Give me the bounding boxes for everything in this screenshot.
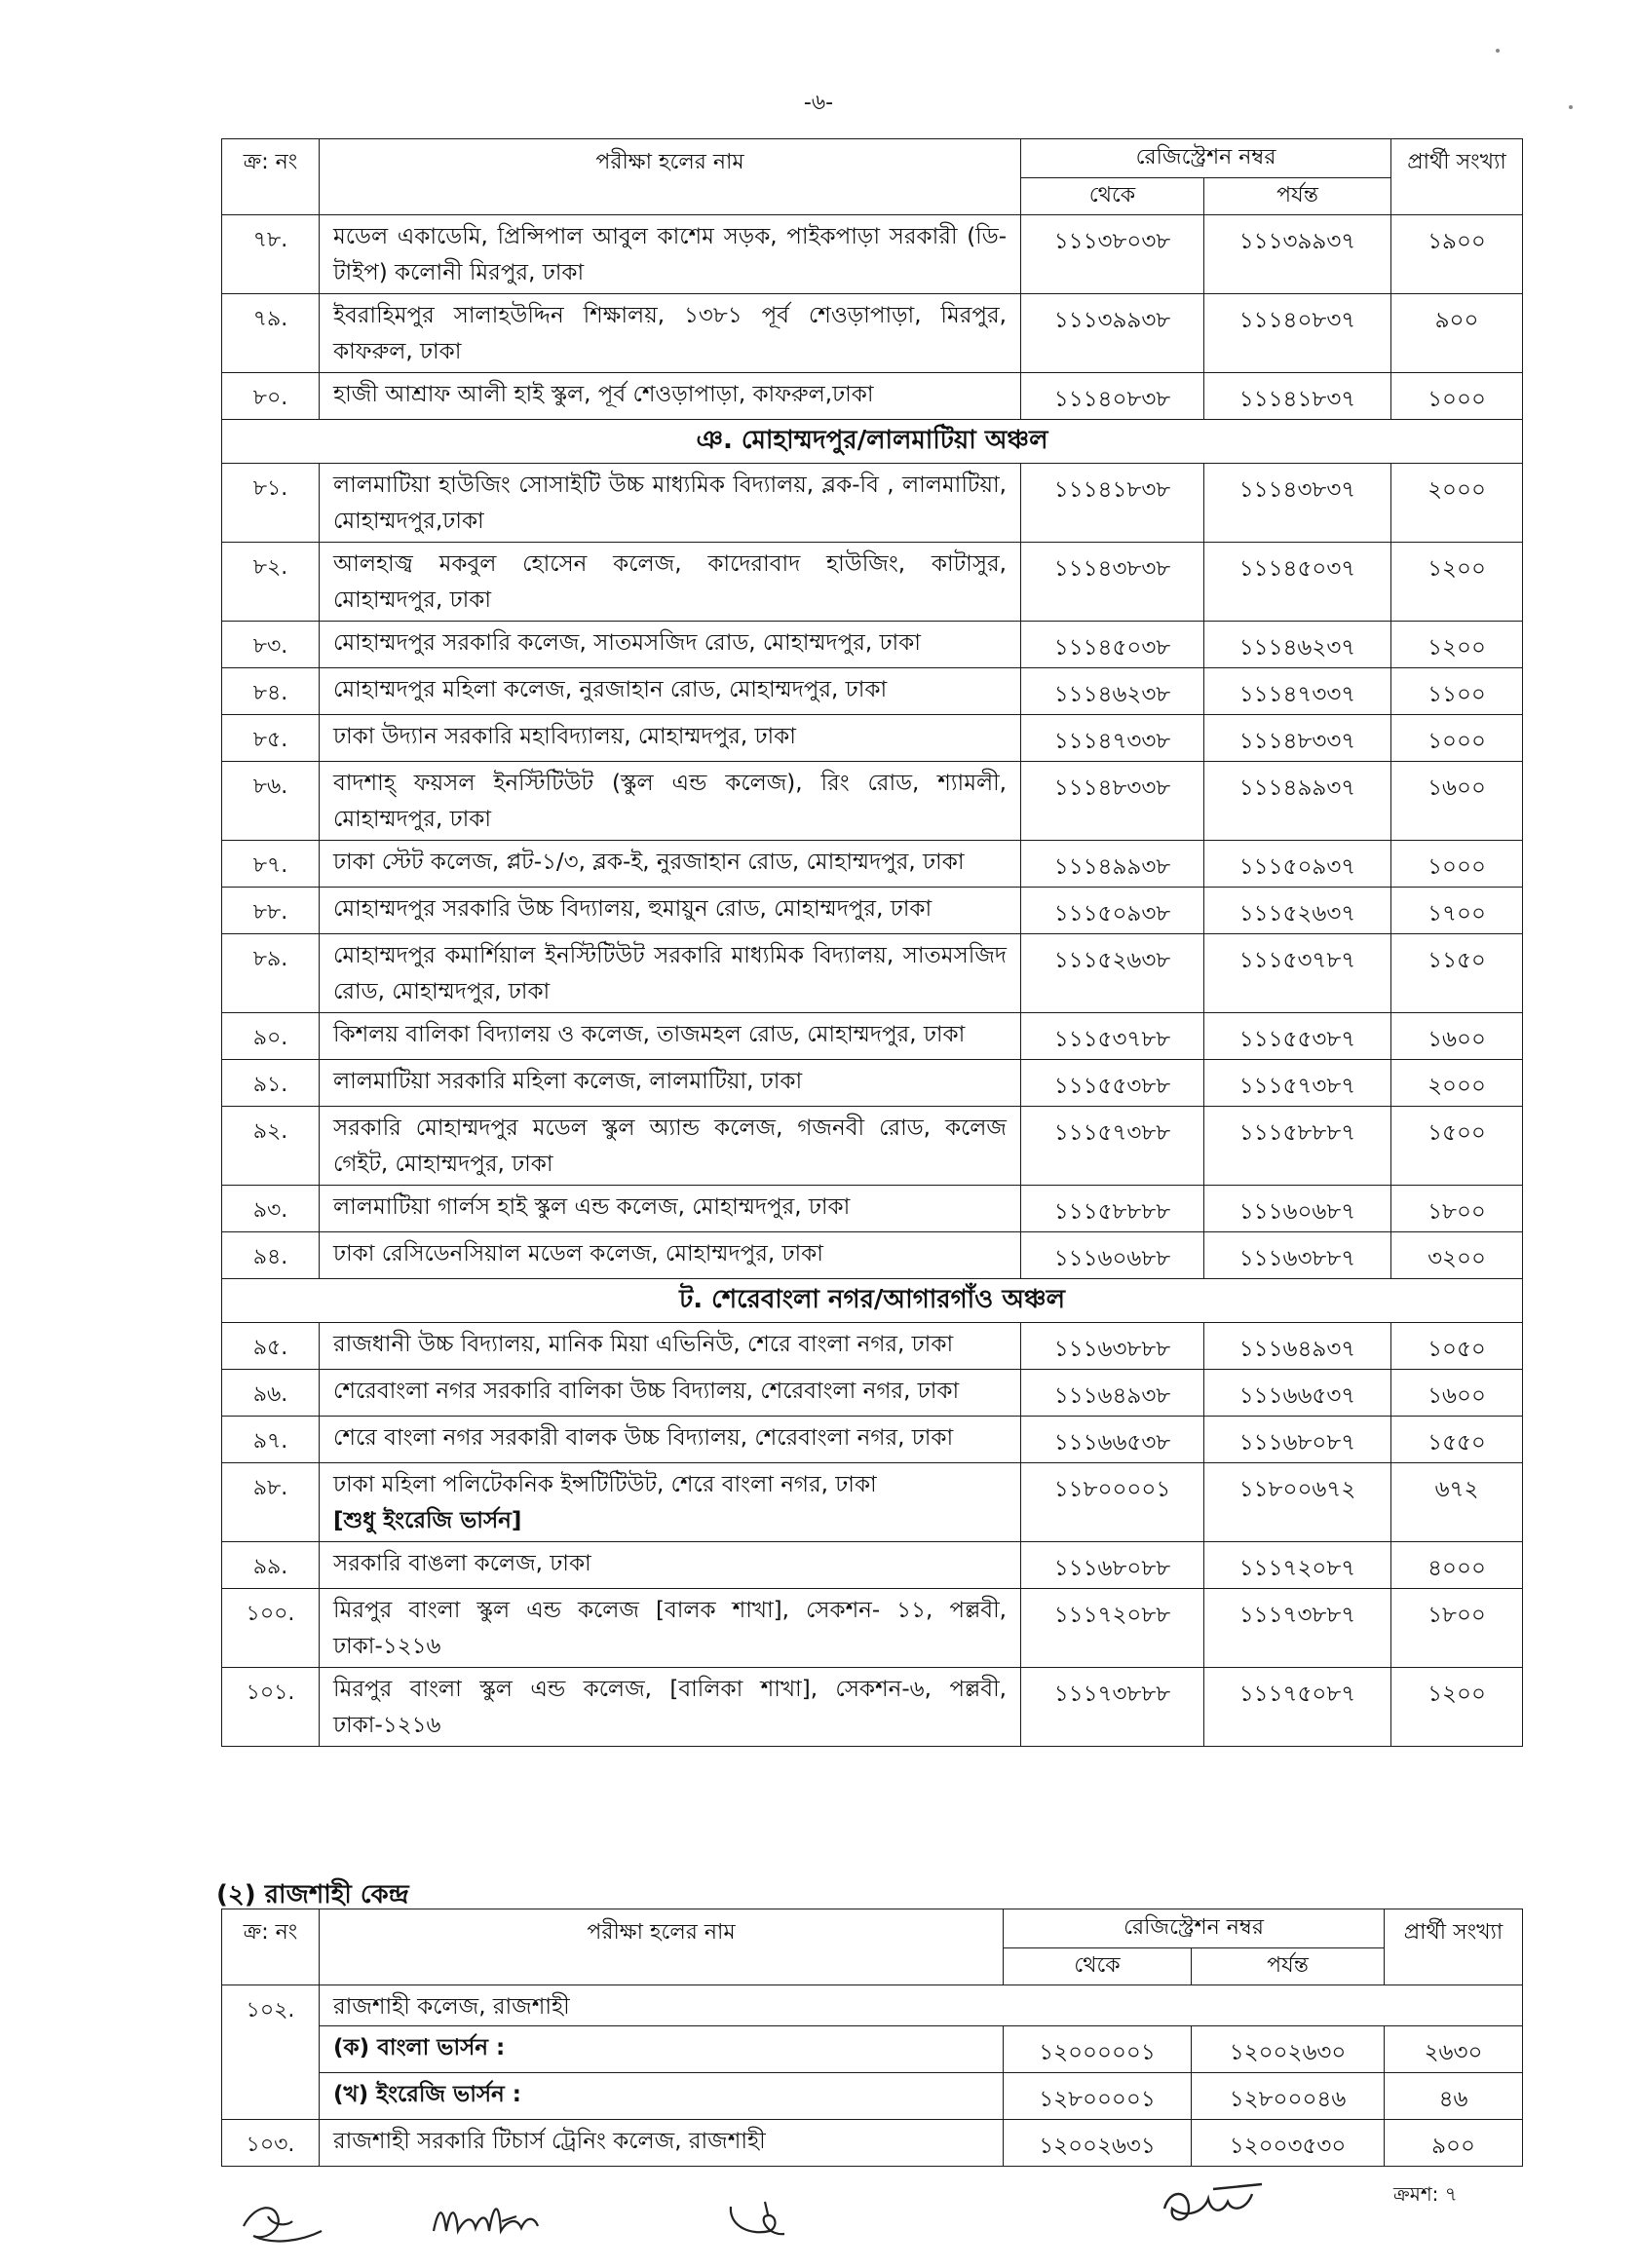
- reg-to-cell: ১১১৬০৬৮৭: [1204, 1186, 1391, 1232]
- reg-to-cell: ১১১৬৩৮৮৭: [1204, 1232, 1391, 1279]
- reg-to-cell: ১১১৪৩৮৩৭: [1204, 464, 1391, 543]
- hall-name-cell: ঢাকা উদ্যান সরকারি মহাবিদ্যালয়, মোহাম্মদপুর, ঢাকা: [320, 715, 1021, 762]
- reg-from-cell: ১১১৬০৬৮৮: [1021, 1232, 1204, 1279]
- hall-name-cell: ইবরাহিমপুর সালাহউদ্দিন শিক্ষালয়, ১৩৮১ পূর্ব শেওড়াপাড়া, মিরপুর, কাফরুল, ঢাকা: [320, 294, 1021, 373]
- reg-to-cell: ১১১৭৩৮৮৭: [1204, 1589, 1391, 1668]
- exam-hall-table-rajshahi: [221, 1909, 1523, 2167]
- hall-name-cell: শেরে বাংলা নগর সরকারী বালক উচ্চ বিদ্যালয়, শেরেবাংলা নগর, ঢাকা: [320, 1417, 1021, 1463]
- table-row: [222, 1417, 1523, 1463]
- serial-cell: ১০১.: [222, 1668, 320, 1747]
- reg-to-cell: ১১১৬৮০৮৭: [1204, 1417, 1391, 1463]
- reg-to-cell: ১১১৪১৮৩৭: [1204, 373, 1391, 420]
- hall-name-cell: মোহাম্মদপুর সরকারি উচ্চ বিদ্যালয়, হুমায়ুন রোড, মোহাম্মদপুর, ঢাকা: [320, 888, 1021, 934]
- hall-name-cell: মিরপুর বাংলা স্কুল এন্ড কলেজ, [বালিকা শাখা], সেকশন-৬, পল্লবী, ঢাকা-১২১৬: [320, 1668, 1021, 1747]
- hall-name-cell: মিরপুর বাংলা স্কুল এন্ড কলেজ [বালক শাখা], সেকশন- ১১, পল্লবী, ঢাকা-১২১৬: [320, 1589, 1021, 1668]
- reg-from-cell: ১১১৬৪৯৩৮: [1021, 1370, 1204, 1417]
- candidate-count-cell: ১১০০: [1391, 668, 1523, 715]
- section-row: [222, 1279, 1523, 1323]
- reg-from-cell: ১১১৪০৮৩৮: [1021, 373, 1204, 420]
- table-row: [222, 1060, 1523, 1107]
- serial-cell: ১০২.: [222, 1985, 320, 2120]
- reg-to-cell: ১১১৫৮৮৮৭: [1204, 1107, 1391, 1186]
- header-to: পর্যন্ত: [1204, 178, 1391, 215]
- candidate-count-cell: ১৮০০: [1391, 1589, 1523, 1668]
- reg-from-cell: ১১১৫৮৮৮৮: [1021, 1186, 1204, 1232]
- section-row: [222, 420, 1523, 464]
- table-row: [222, 715, 1523, 762]
- reg-from-cell: ১১১৭৩৮৮৮: [1021, 1668, 1204, 1747]
- hall-name-cell: কিশলয় বালিকা বিদ্যালয় ও কলেজ, তাজমহল রোড, মোহাম্মদপুর, ঢাকা: [320, 1013, 1021, 1060]
- hall-name-text: ঢাকা মহিলা পলিটেকনিক ইন্সটিটিউট, শেরে বাংলা নগর, ঢাকা: [333, 1472, 877, 1497]
- hall-name-cell: শেরেবাংলা নগর সরকারি বালিকা উচ্চ বিদ্যালয়, শেরেবাংলা নগর, ঢাকা: [320, 1370, 1021, 1417]
- signature-3: [721, 2187, 799, 2255]
- candidate-count-cell: ২০০০: [1391, 464, 1523, 543]
- reg-to-cell: ১২০০৩৫৩০: [1192, 2120, 1385, 2167]
- serial-cell: ৭৯.: [222, 294, 320, 373]
- header-candidates: প্রার্থী সংখ্যা: [1385, 1909, 1523, 1985]
- table-row: [222, 668, 1523, 715]
- serial-cell: ৮৫.: [222, 715, 320, 762]
- reg-to-cell: ১১১৫৫৩৮৭: [1204, 1013, 1391, 1060]
- reg-to-cell: ১১১৬৬৫৩৭: [1204, 1370, 1391, 1417]
- table-row: [222, 1323, 1523, 1370]
- reg-from-cell: ১১১৪৭৩৩৮: [1021, 715, 1204, 762]
- reg-from-cell: ১১১৩৮০৩৮: [1021, 215, 1204, 294]
- table-row: [222, 1589, 1523, 1668]
- candidate-count-cell: ৬৭২: [1391, 1463, 1523, 1542]
- reg-from-cell: ১১১৭২০৮৮: [1021, 1589, 1204, 1668]
- serial-cell: ৯৮.: [222, 1463, 320, 1542]
- serial-cell: ৮১.: [222, 464, 320, 543]
- table-row: [222, 373, 1523, 420]
- signature-4: [1155, 2174, 1281, 2243]
- reg-to-cell: ১১১৪০৮৩৭: [1204, 294, 1391, 373]
- hall-name-cell: সরকারি বাঙলা কলেজ, ঢাকা: [320, 1542, 1021, 1589]
- exam-hall-table-dhaka: [221, 138, 1523, 1747]
- candidate-count-cell: ১২০০: [1391, 622, 1523, 668]
- bangla-version-label: (ক) বাংলা ভার্সন :: [320, 2026, 1004, 2073]
- serial-cell: ৯২.: [222, 1107, 320, 1186]
- hall-name-cell: মোহাম্মদপুর মহিলা কলেজ, নুরজাহান রোড, মোহাম্মদপুর, ঢাকা: [320, 668, 1021, 715]
- header-serial: ক্র: নং: [222, 139, 320, 215]
- center-title-rajshahi: (২) রাজশাহী কেন্দ্র: [216, 1880, 409, 1909]
- reg-from-cell: ১২০০২৬৩১: [1004, 2120, 1192, 2167]
- candidate-count-cell: ৪০০০: [1391, 1542, 1523, 1589]
- candidate-count-cell: ১১৫০: [1391, 934, 1523, 1013]
- reg-to-cell: ১১১৫০৯৩৭: [1204, 841, 1391, 888]
- serial-cell: ৯৩.: [222, 1186, 320, 1232]
- reg-from-cell: ১১১৪৩৮৩৮: [1021, 543, 1204, 622]
- reg-from-cell: ১১১৪১৮৩৮: [1021, 464, 1204, 543]
- table-row: [222, 464, 1523, 543]
- english-only-note: [শুধু ইংরেজি ভার্সন]: [333, 1508, 522, 1533]
- table-row: [222, 1232, 1523, 1279]
- reg-to-cell: ১১১৫২৬৩৭: [1204, 888, 1391, 934]
- header-registration: রেজিস্ট্রেশন নম্বর: [1004, 1909, 1385, 1948]
- reg-from-cell: ১১৮০০০০১: [1021, 1463, 1204, 1542]
- table-row: [222, 841, 1523, 888]
- hall-name-cell: হাজী আশ্রাফ আলী হাই স্কুল, পূর্ব শেওড়াপাড়া, কাফরুল,ঢাকা: [320, 373, 1021, 420]
- reg-from-cell: ১২৮০০০০১: [1004, 2073, 1192, 2120]
- table-row: [222, 762, 1523, 841]
- reg-to-cell: ১১১৩৯৯৩৭: [1204, 215, 1391, 294]
- reg-from-cell: ১১১৬৩৮৮৮: [1021, 1323, 1204, 1370]
- reg-to-cell: ১১১৬৪৯৩৭: [1204, 1323, 1391, 1370]
- reg-from-cell: ১১১৫৫৩৮৮: [1021, 1060, 1204, 1107]
- reg-to-cell: ১২৮০০০৪৬: [1192, 2073, 1385, 2120]
- candidate-count-cell: ১৫০০: [1391, 1107, 1523, 1186]
- serial-cell: ১০০.: [222, 1589, 320, 1668]
- reg-from-cell: ১১১৫২৬৩৮: [1021, 934, 1204, 1013]
- reg-to-cell: ১১১৭৫০৮৭: [1204, 1668, 1391, 1747]
- candidate-count-cell: ১৮০০: [1391, 1186, 1523, 1232]
- reg-to-cell: ১১১৪৭৩৩৭: [1204, 668, 1391, 715]
- candidate-count-cell: ১০০০: [1391, 841, 1523, 888]
- table-row: [222, 1463, 1523, 1542]
- signature-1: [234, 2187, 341, 2255]
- header-candidates: প্রার্থী সংখ্যা: [1391, 139, 1523, 215]
- table-row: [222, 1542, 1523, 1589]
- hall-name-cell: লালমাটিয়া গার্লস হাই স্কুল এন্ড কলেজ, মোহাম্মদপুর, ঢাকা: [320, 1186, 1021, 1232]
- reg-to-cell: ১১১৪৬২৩৭: [1204, 622, 1391, 668]
- candidate-count-cell: ২৬৩০: [1385, 2026, 1523, 2073]
- hall-name-cell: লালমাটিয়া হাউজিং সোসাইটি উচ্চ মাধ্যমিক বিদ্যালয়, ব্লক-বি , লালমাটিয়া, মোহাম্মদপুর,ঢাকা: [320, 464, 1021, 543]
- reg-from-cell: ১১১৫০৯৩৮: [1021, 888, 1204, 934]
- hall-name-cell: ঢাকা রেসিডেনসিয়াল মডেল কলেজ, মোহাম্মদপুর, ঢাকা: [320, 1232, 1021, 1279]
- candidate-count-cell: ৪৬: [1385, 2073, 1523, 2120]
- serial-cell: ৮২.: [222, 543, 320, 622]
- hall-name-cell: রাজশাহী সরকারি টিচার্স ট্রেনিং কলেজ, রাজশাহী: [320, 2120, 1004, 2167]
- table-row: [222, 1107, 1523, 1186]
- table-row: [222, 543, 1523, 622]
- hall-name-cell: রাজধানী উচ্চ বিদ্যালয়, মানিক মিয়া এভিনিউ, শেরে বাংলা নগর, ঢাকা: [320, 1323, 1021, 1370]
- reg-to-cell: ১১১৪৫০৩৭: [1204, 543, 1391, 622]
- candidate-count-cell: ১৬০০: [1391, 1013, 1523, 1060]
- table-row: [222, 1186, 1523, 1232]
- reg-from-cell: ১১১৩৯৯৩৮: [1021, 294, 1204, 373]
- serial-cell: ৮০.: [222, 373, 320, 420]
- page-number: -৬-: [803, 91, 834, 115]
- reg-to-cell: ১১১৫৩৭৮৭: [1204, 934, 1391, 1013]
- reg-from-cell: ১১১৪৮৩৩৮: [1021, 762, 1204, 841]
- candidate-count-cell: ৯০০: [1391, 294, 1523, 373]
- candidate-count-cell: ১০০০: [1391, 715, 1523, 762]
- reg-to-cell: ১১১৪৮৩৩৭: [1204, 715, 1391, 762]
- serial-cell: ৯১.: [222, 1060, 320, 1107]
- header-from: থেকে: [1021, 178, 1204, 215]
- reg-to-cell: ১১১৫৭৩৮৭: [1204, 1060, 1391, 1107]
- header-registration: রেজিস্ট্রেশন নম্বর: [1021, 139, 1391, 178]
- serial-cell: ৯৯.: [222, 1542, 320, 1589]
- hall-name-cell: বাদশাহ্ ফয়সল ইনস্টিটিউট (স্কুল এন্ড কলেজ), রিং রোড, শ্যামলী, মোহাম্মদপুর, ঢাকা: [320, 762, 1021, 841]
- header-to: পর্যন্ত: [1192, 1948, 1385, 1985]
- candidate-count-cell: ১৬০০: [1391, 1370, 1523, 1417]
- table-row: [222, 1668, 1523, 1747]
- hall-name-cell: ঢাকা স্টেট কলেজ, প্লট-১/৩, ব্লক-ই, নুরজাহান রোড, মোহাম্মদপুর, ঢাকা: [320, 841, 1021, 888]
- table-row: [222, 215, 1523, 294]
- candidate-count-cell: ১০০০: [1391, 373, 1523, 420]
- reg-from-cell: ১১১৬৮০৮৮: [1021, 1542, 1204, 1589]
- reg-from-cell: ১১১৫৭৩৮৮: [1021, 1107, 1204, 1186]
- signature-2: [429, 2187, 585, 2255]
- serial-cell: ৭৮.: [222, 215, 320, 294]
- hall-name-cell: আলহাজ্ব মকবুল হোসেন কলেজ, কাদেরাবাদ হাউজিং, কাটাসুর, মোহাম্মদপুর, ঢাকা: [320, 543, 1021, 622]
- candidate-count-cell: ১৫৫০: [1391, 1417, 1523, 1463]
- serial-cell: ৮৯.: [222, 934, 320, 1013]
- serial-cell: ৯৭.: [222, 1417, 320, 1463]
- candidate-count-cell: ১৬০০: [1391, 762, 1523, 841]
- reg-to-cell: ১১১৭২০৮৭: [1204, 1542, 1391, 1589]
- table-row: [222, 1370, 1523, 1417]
- table-row: [222, 934, 1523, 1013]
- header-from: থেকে: [1004, 1948, 1192, 1985]
- candidate-count-cell: ৯০০: [1385, 2120, 1523, 2167]
- serial-cell: ৮৬.: [222, 762, 320, 841]
- serial-cell: ৮৮.: [222, 888, 320, 934]
- reg-from-cell: ১২০০০০০১: [1004, 2026, 1192, 2073]
- serial-cell: ৯৫.: [222, 1323, 320, 1370]
- candidate-count-cell: ২০০০: [1391, 1060, 1523, 1107]
- serial-cell: ৯৬.: [222, 1370, 320, 1417]
- serial-cell: ৮৩.: [222, 622, 320, 668]
- header-hall-name: পরীক্ষা হলের নাম: [320, 1909, 1004, 1985]
- reg-to-cell: ১২০০২৬৩০: [1192, 2026, 1385, 2073]
- header-serial: ক্র: নং: [222, 1909, 320, 1985]
- candidate-count-cell: ১২০০: [1391, 543, 1523, 622]
- candidate-count-cell: ৩২০০: [1391, 1232, 1523, 1279]
- section-heading-mohammadpur: ঞ. মোহাম্মদপুর/লালমাটিয়া অঞ্চল: [222, 420, 1523, 464]
- reg-from-cell: ১১১৫৩৭৮৮: [1021, 1013, 1204, 1060]
- serial-cell: ৮৭.: [222, 841, 320, 888]
- candidate-count-cell: ১২০০: [1391, 1668, 1523, 1747]
- reg-from-cell: ১১১৪৬২৩৮: [1021, 668, 1204, 715]
- reg-from-cell: ১১১৪৯৯৩৮: [1021, 841, 1204, 888]
- hall-name-cell: রাজশাহী কলেজ, রাজশাহী: [320, 1985, 1523, 2026]
- reg-to-cell: ১১১৪৯৯৩৭: [1204, 762, 1391, 841]
- candidate-count-cell: ১০৫০: [1391, 1323, 1523, 1370]
- header-hall-name: পরীক্ষা হলের নাম: [320, 139, 1021, 215]
- hall-name-cell: [320, 1463, 1021, 1542]
- table-row: [222, 888, 1523, 934]
- serial-cell: ১০৩.: [222, 2120, 320, 2167]
- hall-name-cell: মোহাম্মদপুর কমার্শিয়াল ইনস্টিটিউট সরকারি মাধ্যমিক বিদ্যালয়, সাতমসজিদ রোড, মোহাম্মদপুর, ঢাকা: [320, 934, 1021, 1013]
- continued-note: ক্রমশ: ৭: [1393, 2182, 1458, 2206]
- serial-cell: ৯০.: [222, 1013, 320, 1060]
- candidate-count-cell: ১৭০০: [1391, 888, 1523, 934]
- scan-speck: [1496, 49, 1500, 53]
- reg-from-cell: ১১১৪৫০৩৮: [1021, 622, 1204, 668]
- serial-cell: ৮৪.: [222, 668, 320, 715]
- table-row: [222, 622, 1523, 668]
- hall-name-cell: মডেল একাডেমি, প্রিন্সিপাল আবুল কাশেম সড়ক, পাইকপাড়া সরকারী (ডি-টাইপ) কলোনী মিরপুর, ঢাকা: [320, 215, 1021, 294]
- table-row: [222, 1013, 1523, 1060]
- candidate-count-cell: ১৯০০: [1391, 215, 1523, 294]
- hall-name-cell: সরকারি মোহাম্মদপুর মডেল স্কুল অ্যান্ড কলেজ, গজনবী রোড, কলেজ গেইট, মোহাম্মদপুর, ঢাকা: [320, 1107, 1021, 1186]
- reg-to-cell: ১১৮০০৬৭২: [1204, 1463, 1391, 1542]
- section-heading-sherebangla: ট. শেরেবাংলা নগর/আগারগাঁও অঞ্চল: [222, 1279, 1523, 1323]
- serial-cell: ৯৪.: [222, 1232, 320, 1279]
- hall-name-cell: লালমাটিয়া সরকারি মহিলা কলেজ, লালমাটিয়া, ঢাকা: [320, 1060, 1021, 1107]
- table-row: [222, 294, 1523, 373]
- reg-from-cell: ১১১৬৬৫৩৮: [1021, 1417, 1204, 1463]
- english-version-label: (খ) ইংরেজি ভার্সন :: [320, 2073, 1004, 2120]
- hall-name-cell: মোহাম্মদপুর সরকারি কলেজ, সাতমসজিদ রোড, মোহাম্মদপুর, ঢাকা: [320, 622, 1021, 668]
